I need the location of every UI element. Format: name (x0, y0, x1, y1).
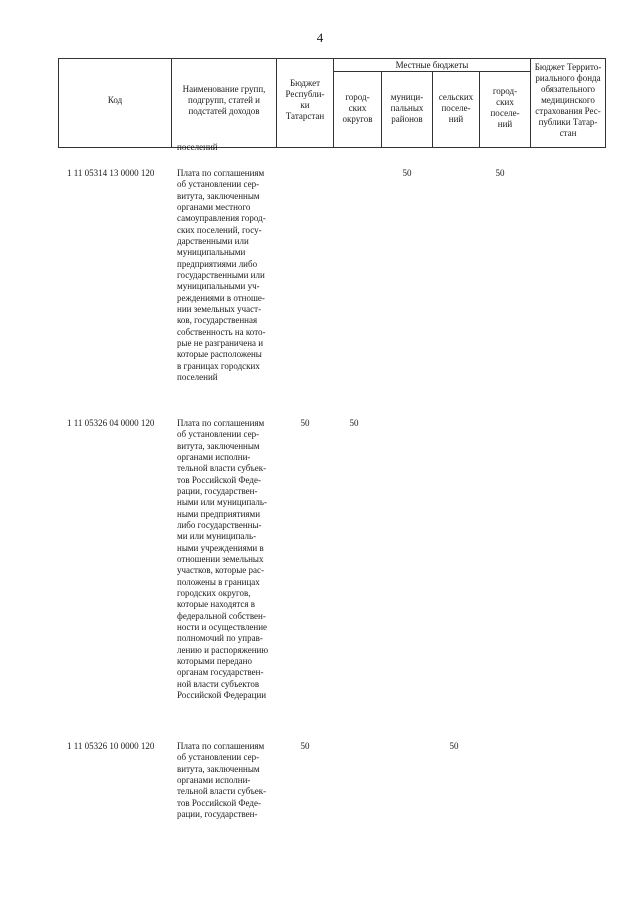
table-header (58, 58, 606, 148)
header-budget-rt: Бюджет Республи- ки Татарстан (285, 78, 325, 121)
value-municipal-districts: 50 (402, 168, 412, 178)
row-name: Плата по соглашениям об установлении сер- витута, заключенным органами исполни- тельной власти субъек- тов Российской Феде- рации, государствен- (177, 741, 267, 819)
value-urban-settlements: 50 (495, 168, 505, 178)
header-tfoms: Бюджет Террито- риального фонда обязательного медицинского страхования Рес- публики Татар- стан (534, 62, 602, 138)
header-rural-settlements: сельских поселе- ний (438, 92, 474, 124)
row-code: 1 11 05326 04 0000 120 (67, 418, 155, 428)
carryover-name: поселений (177, 142, 218, 152)
value-budget-rt: 50 (300, 418, 310, 428)
header-name: Наименование групп, подгрупп, статей и подстатей доходов (182, 84, 266, 116)
row-code: 1 11 05326 10 0000 120 (67, 741, 155, 751)
row-name: Плата по соглашениям об установлении сер- витута, заключенным органами местного самоуправления город- ских поселений, госу- дарственными или муниципальными предприятиями либо государственными или муниципальными уч- реждениями в отноше- нии земельных участ- ков, государственная собственность на кото- рые не разграничена и которые расположены в границах городских поселений (177, 168, 266, 382)
row-code: 1 11 05314 13 0000 120 (67, 168, 155, 178)
value-urban-districts: 50 (349, 418, 359, 428)
value-budget-rt: 50 (300, 741, 310, 751)
header-local-budgets: Местные бюджеты (395, 60, 469, 70)
row-name: Плата по соглашениям об установлении сер- витута, заключенным органами исполни- тельной власти субъек- тов Российской Феде- рации, государствен- ными или муниципаль- ными предприятиями либо государственны- ми или муниципаль- ными учреждениями в отношении земельных участков, которые рас- положены в границах городских округов, которые находятся в федеральной собствен- ности и осуществление полномочий по управ- лению и распоряжению которыми передано органам государствен- ной власти субъектов Российской Федерации (177, 418, 269, 700)
header-municipal-districts: муници- пальных районов (390, 92, 424, 124)
page-number: 4 (316, 30, 324, 45)
header-code: Код (107, 95, 123, 105)
header-urban-settlements: город- ских поселе- ний (490, 86, 520, 129)
value-rural-settlements: 50 (449, 741, 459, 751)
header-urban-districts: город- ских округов (342, 92, 373, 124)
